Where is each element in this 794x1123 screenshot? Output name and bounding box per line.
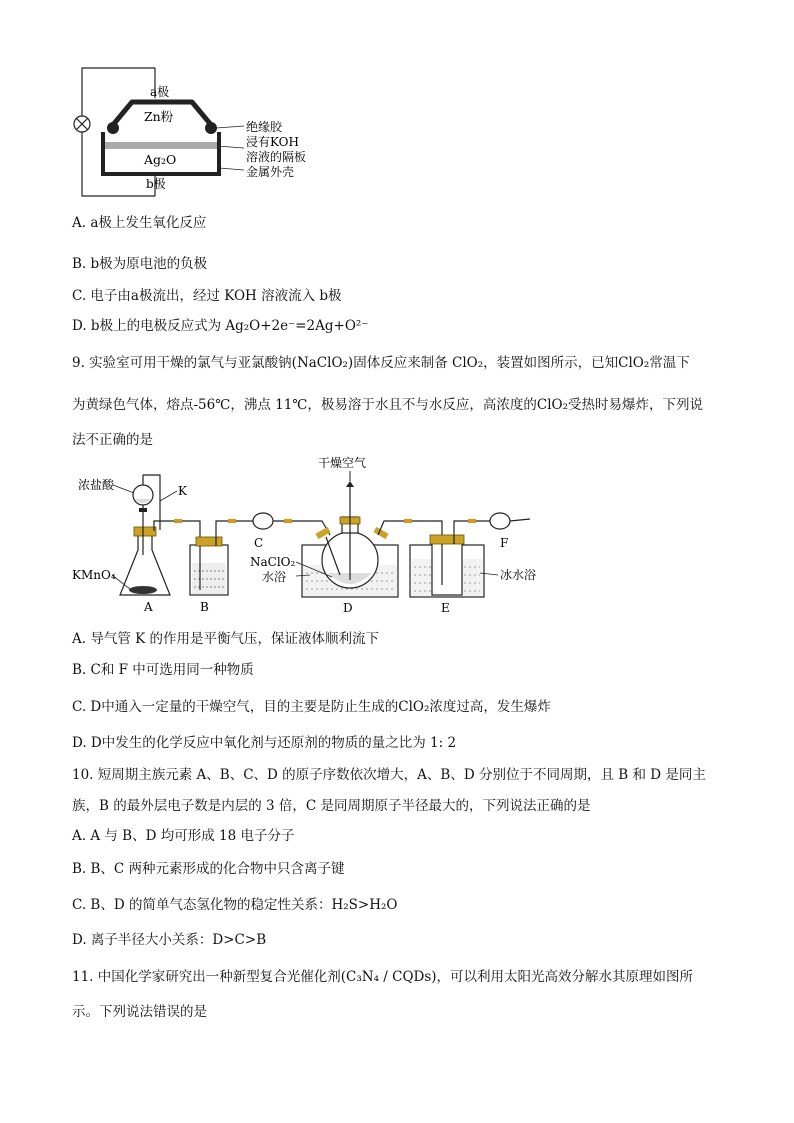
apparatus-f [490,513,530,529]
lamp-icon [74,116,90,132]
zn-powder-label: Zn粉 [144,109,174,124]
q8-option-b: B. b极为原电池的负极 [72,256,208,272]
q9-option-c: C. D中通入一定量的干燥空气，目的主要是防止生成的ClO₂浓度过高，发生爆炸 [72,699,551,715]
label-b: B [200,600,209,614]
ice-bath-label: 冰水浴 [500,568,537,582]
k-label: K [178,484,187,498]
naclo2-label: NaClO₂ [250,555,296,569]
a-electrode-label: a极 [150,85,170,99]
label-f: F [500,536,509,550]
q10-option-c: C. B、D 的简单气态氢化物的稳定性关系：H₂S>H₂O [72,897,398,913]
ag2o-label: Ag₂O [144,152,177,167]
label-c: C [254,536,264,550]
water-bath-label: 水浴 [262,570,287,584]
button-battery-diagram [60,62,310,202]
b-electrode-label: b极 [146,177,166,191]
q9-option-b: B. C和 F 中可选用同一种物质 [72,662,254,678]
q9-option-a: A. 导气管 K 的作用是平衡气压，保证液体顺利流下 [72,631,379,647]
q11-stem-line-2: 示。下列说法错误的是 [72,1004,207,1020]
q9-stem-line-1: 9. 实验室可用干燥的氯气与亚氯酸钠(NaClO₂)固体反应来制备 ClO₂，装置如图所示，已知ClO₂常温下 [72,355,690,371]
q10-stem-line-2: 族，B 的最外层电子数是内层的 3 倍，C 是同周期原子半径最大的，下列说法正确的是 [72,798,591,814]
dry-air-label: 干燥空气 [318,456,367,470]
q9-stem-line-2: 为黄绿色气体，熔点-56℃，沸点 11℃，极易溶于水且不与水反应，高浓度的ClO₂受热时易爆炸，下列说 [72,397,704,413]
label-e: E [441,601,450,615]
label-d: D [343,601,353,615]
q10-option-b: B. B、C 两种元素形成的化合物中只含离子键 [72,861,345,877]
q9-stem-line-3: 法不正确的是 [72,432,153,448]
q10-option-a: A. A 与 B、D 均可形成 18 电子分子 [72,828,295,844]
conc-hcl-label: 浓盐酸 [78,478,115,492]
koh-separator-label-2: 溶液的隔板 [246,150,307,164]
apparatus-b [190,519,250,595]
q9-option-d: D. D中发生的化学反应中氧化剂与还原剂的物质的量之比为 1: 2 [72,735,457,751]
q10-option-d: D. 离子半径大小关系：D>C>B [72,932,267,948]
insulating-glue-label: 绝缘胶 [246,120,283,134]
q11-stem-line-1: 11. 中国化学家研究出一种新型复合光催化剂(C₃N₄ / CQDs)，可以利用太阳光高效分解水其原理如图所 [72,969,694,985]
metal-shell-label: 金属外壳 [246,165,295,179]
q8-option-d: D. b极上的电极反应式为 Ag₂O+2e⁻=2Ag+O²⁻ [72,318,369,334]
kmno4-label: KMnO₄ [72,568,116,582]
apparatus-e [410,519,490,597]
apparatus-c [250,513,310,529]
apparatus-a [120,475,200,595]
q8-option-c: C. 电子由a极流出，经过 KOH 溶液流入 b极 [72,288,342,304]
label-a: A [144,600,153,614]
koh-separator-label-1: 浸有KOH [246,135,299,149]
q10-stem-line-1: 10. 短周期主族元素 A、B、C、D 的原子序数依次增大，A、B、D 分别位于不同周期，且 B 和 D 是同主 [72,767,706,783]
q8-option-a: A. a极上发生氧化反应 [72,215,207,231]
apparatus-diagram [70,455,550,615]
